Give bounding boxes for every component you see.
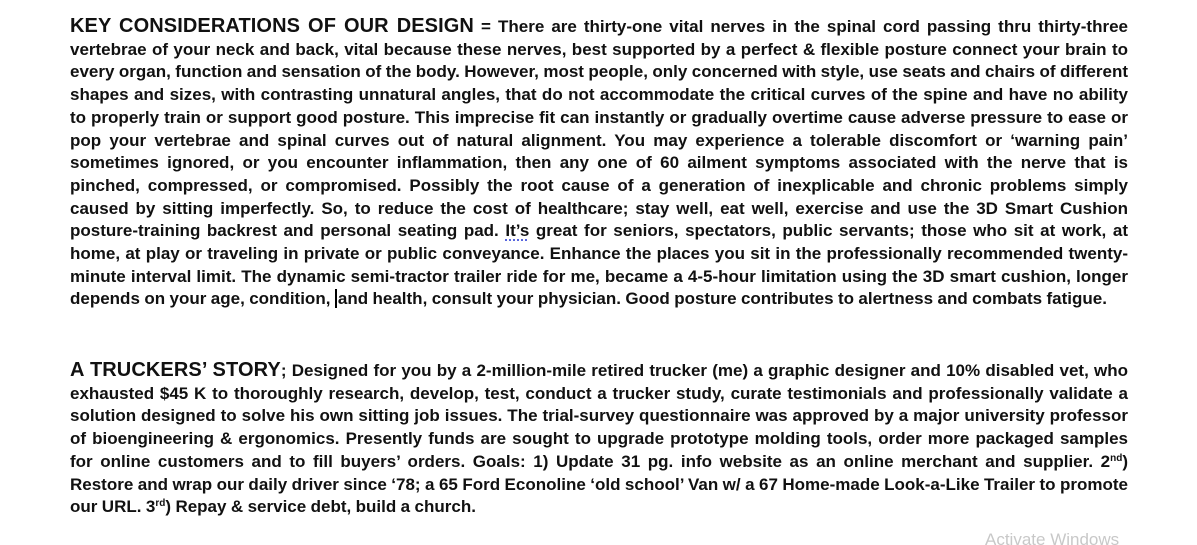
activate-windows-watermark: Activate Windows <box>985 530 1120 545</box>
paragraph-text: and health, consult your physician. Good posture contributes to alertness and combats fatigue. <box>337 289 1107 309</box>
spellcheck-flagged-word[interactable]: It’s <box>505 221 530 241</box>
ordinal-suffix: rd <box>155 498 166 510</box>
heading-separator: = <box>473 17 498 36</box>
paragraph-text: great for seniors, spectators, public servants; those who sit at work, at home, at play or traveling in private or public conveyance. Enhance the places you sit in the professionally recommended twenty-minute interval limit. The dynamic semi-tractor trailer ride for me, became a 4-5-hour limitation using the 3D smart cushion, longer depends on your age, condition, <box>70 221 1128 309</box>
truckers-story-heading: A TRUCKERS’ STORY <box>70 359 281 381</box>
truckers-story-paragraph[interactable] <box>70 359 1128 519</box>
text-cursor <box>335 289 337 308</box>
paragraph-text: ) Restore and wrap our daily driver since ‘78; a 65 Ford Econoline ‘old school’ Van w/ a 67 Home-made Look-a-Like Trailer to promote our URL. 3 <box>70 451 1128 517</box>
key-considerations-paragraph[interactable] <box>70 15 1128 311</box>
paragraph-text: Designed for you by a 2-million-mile retired trucker (me) a graphic designer and 10% disabled vet, who exhausted $45 K to thoroughly research, develop, test, conduct a trucker study, curate testimonials and professionally validate a solution designed to solve his own sitting job issues. The trial-survey questionnaire was approved by a major university professor of bioengineering & ergonomics. Presently funds are sought to upgrade prototype molding tools, order more packaged samples for online customers and to fill buyers’ orders. Goals: 1) Update 31 pg. info website as an online merchant and supplier. 2 <box>70 361 1128 471</box>
paragraph-text: ) Repay & service debt, build a church. <box>165 497 476 517</box>
key-considerations-heading: KEY CONSIDERATIONS OF OUR DESIGN <box>70 15 474 37</box>
paragraph-text: There are thirty-one vital nerves in the spinal cord passing thru thirty-three vertebrae of your neck and back, vital because these nerves, best supported by a perfect & flexible posture connect your brain to every organ, function and sensation of the body. However, most people, only concerned with style, use seats and chairs of different shapes and sizes, with contrasting unnatural angles, that do not accommodate the critical curves of the spine and have no ability to properly train or support good posture. This imprecise fit can instantly or gradually overtime cause adverse pressure to ease or pop your vertebrae and spinal curves out of natural alignment. You may experience a tolerable discomfort or ‘warning pain’ sometimes ignored, or you encounter inflammation, then any one of 60 ailment symptoms associated with the nerve that is pinched, compressed, or compromised. Possibly the root cause of a generation of inexplicable and chronic problems simply caused by sitting imperfectly. So, to reduce the cost of healthcare; stay well, eat well, exercise and use the 3D Smart Cushion posture-training backrest and personal seating pad. <box>70 17 1128 241</box>
ordinal-suffix: nd <box>1110 452 1123 464</box>
heading-separator: ; <box>280 361 292 380</box>
